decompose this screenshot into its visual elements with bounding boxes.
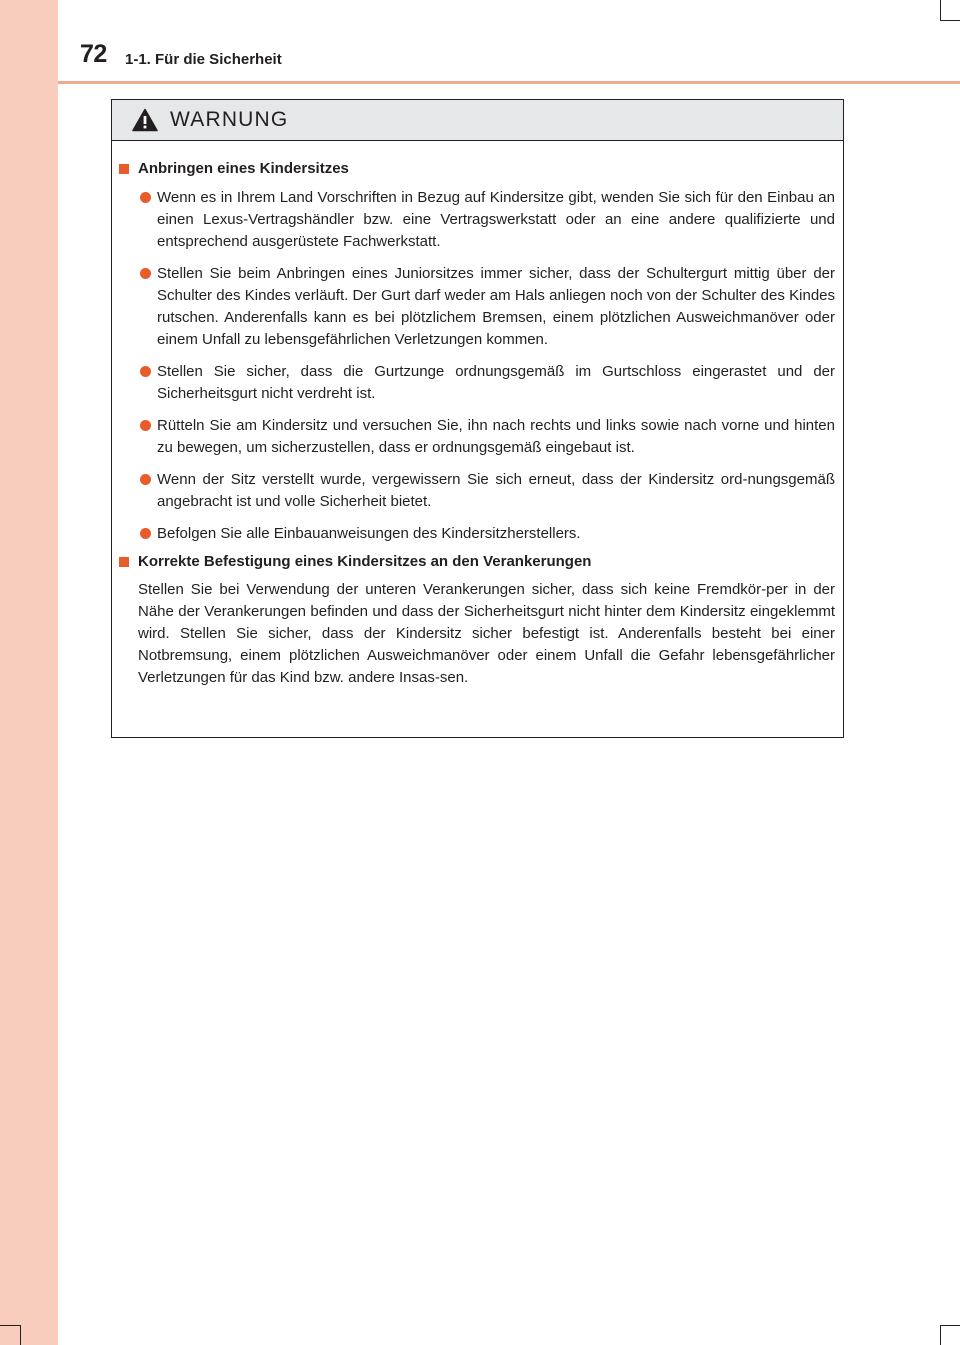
square-bullet-icon [119,557,129,567]
bullet-text: Stellen Sie sicher, dass die Gurtzunge ordnungsgemäß im Gurtschloss eingerastet und der Sicherheitsgurt nicht verdreht ist. [157,363,835,402]
round-bullet-icon [140,420,151,431]
bullet-text: Wenn der Sitz verstellt wurde, vergewissern Sie sich erneut, dass der Kindersitz ord-nungsgemäß angebracht ist und volle Sicherheit bietet. [157,471,835,510]
side-color-strip [0,0,58,1345]
subheading-verankerungen [117,551,835,573]
bullet-item [117,187,835,253]
square-bullet-icon [119,164,129,174]
crop-mark [20,1325,21,1345]
round-bullet-icon [140,192,151,203]
warning-triangle-icon [132,108,158,132]
warning-title: WARNUNG [170,108,289,131]
warning-header [112,100,843,141]
bullet-item [117,415,835,459]
crop-mark [940,20,960,21]
subheading-text: Anbringen eines Kindersitzes [138,160,349,177]
bullet-text: Rütteln Sie am Kindersitz und versuchen Sie, ihn nach rechts und links sowie nach vorne und hinten zu bewegen, um sicherzustellen, dass er ordnungsgemäß eingebaut ist. [157,417,835,456]
crop-mark [940,1325,960,1326]
page-number: 72 [80,40,107,68]
subheading-text: Korrekte Befestigung eines Kindersitzes an den Verankerungen [138,553,592,570]
bullet-text: Wenn es in Ihrem Land Vorschriften in Bezug auf Kindersitze gibt, wenden Sie sich für den Einbau an einen Lexus-Vertragshändler bzw. eine Vertragswerkstatt oder an eine andere qualifizierte und entsprechend ausgerüstete Fachwerkstatt. [157,189,835,250]
header-rule [58,81,960,84]
bullet-item [117,469,835,513]
section-title: 1-1. Für die Sicherheit [125,51,282,68]
warning-body [112,141,843,689]
subheading-kindersitz [117,158,835,180]
bullet-text: Befolgen Sie alle Einbauanweisungen des Kindersitzherstellers. [157,525,581,542]
round-bullet-icon [140,528,151,539]
warning-box [111,99,844,738]
crop-mark [0,1325,20,1326]
bullet-item [117,263,835,351]
round-bullet-icon [140,366,151,377]
round-bullet-icon [140,268,151,279]
crop-mark [940,1325,941,1345]
crop-mark [940,0,941,20]
bullet-item [117,523,835,545]
bullet-item [117,361,835,405]
bullet-text: Stellen Sie beim Anbringen eines Juniorsitzes immer sicher, dass der Schultergurt mittig über der Schulter des Kindes verläuft. Der Gurt darf weder am Hals anliegen noch von der Schulter des Kindes rutschen. Anderenfalls kann es bei plötzlichem Bremsen, einem plötzlichen Ausweichmanöver oder einem Unfall zu lebensgefährlichen Verletzungen kommen. [157,265,835,348]
round-bullet-icon [140,474,151,485]
body-paragraph: Stellen Sie bei Verwendung der unteren Verankerungen sicher, dass sich keine Fremdkör-per in der Nähe der Verankerungen befinden und dass der Sicherheitsgurt nicht hinter dem Kindersitz eingeklemmt wird. Stellen Sie sicher, dass der Kindersitz sicher befestigt ist. Anderenfalls besteht bei einer Notbremsung, einem plötzlichen Ausweichmanöver oder einem Unfall die Gefahr lebensgefährlicher Verletzungen für das Kind bzw. andere Insas-sen. [138,581,835,686]
